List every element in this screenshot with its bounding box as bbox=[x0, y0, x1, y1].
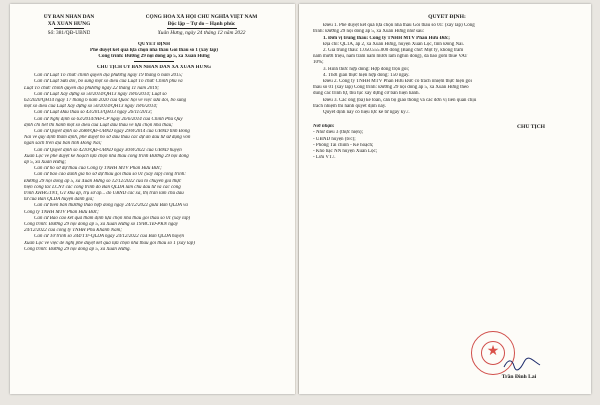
legal-basis-line: định chi tiết thi hành một số điều của Luật đấu thầu về lựa chọn nhà thầu; bbox=[24, 122, 173, 128]
decision-title: QUYẾT ĐỊNH bbox=[138, 41, 170, 47]
authority-heading: CHỦ TỊCH ỦY BAN NHÂN DÂN XÃ XUÂN HƯNG bbox=[97, 65, 211, 70]
winning-price: 2. Giá trúng thầu: 1.050.555.000 đồng (Bằng chữ: Một tỷ, không trăm bbox=[323, 48, 464, 54]
nation-line-2: Độc lập – Tự do – Hạnh phúc bbox=[167, 20, 236, 27]
legal-basis-line: Đường 29 nội đồng ấp 5, xã Xuân Hưng số 12/12/2022 của tổ chuyên gia thực bbox=[24, 178, 182, 184]
legal-basis-list bbox=[24, 73, 284, 253]
legal-basis-line: ngân sách trên địa bàn tỉnh Đồng Nai; bbox=[24, 141, 102, 147]
signer-title: CHỦ TỊCH bbox=[516, 124, 546, 131]
legal-basis-line: Xuân Lộc về phê duyệt kế hoạch lựa chọn nhà thầu công trình Đường 29 nội đồng bbox=[24, 153, 189, 159]
title-underline bbox=[134, 61, 174, 62]
article-3-line: Điều 3. Các ông (bà) kế toán, cán bộ giao thông và các đơn vị liên quan chịu bbox=[323, 97, 477, 103]
document-header bbox=[24, 14, 284, 37]
legal-basis-line: Căn cứ Quyết định số 2688/QĐ-UBND ngày 29/8/2014 của UBND tỉnh Đồng bbox=[34, 129, 190, 135]
legal-basis-line: 62/2020/QH14 ngày 17 tháng 6 năm 2020 của Quốc hội về việc sửa đổi, bổ sung bbox=[24, 98, 187, 104]
bidder-address: Địa chỉ: QL1A, ấp 2, xã Xuân Hưng, huyện Xuân Lộc, tỉnh Đồng Nai. bbox=[323, 41, 465, 47]
legal-basis-line: Công trình: Đường 29 nội đồng ấp 5, xã Xuân Hưng. bbox=[24, 246, 131, 252]
legal-basis-line: Căn cứ Luật Sửa đổi, bổ sung một số điều của Luật Tổ chức Chính phủ và bbox=[34, 79, 183, 85]
star-icon: ★ bbox=[486, 343, 500, 359]
legal-basis-line: Công trình: Đường 29 nội đồng ấp 5, xã Xuân Hưng số 19/BCTĐ-PKN ngày bbox=[24, 222, 178, 228]
decision-heading: QUYẾT ĐỊNH: bbox=[428, 14, 466, 20]
legal-basis-line: Luật Tổ chức chính quyền địa phương ngày 22 tháng 11 năm 2019; bbox=[24, 85, 159, 91]
recipient-item: - Kho bạc NN huyện Xuân Lộc; bbox=[313, 149, 378, 155]
legal-basis-line: Căn cứ Luật Đấu thầu số 43/2013/QH13 ngày 26/11/2013; bbox=[34, 110, 153, 116]
right-page bbox=[299, 4, 591, 394]
recipients-title: Nơi nhận: bbox=[313, 124, 335, 130]
legal-basis-line: tư của Ban QLDA huyện đánh giá; bbox=[24, 197, 94, 203]
legal-basis-line: một số điều của Luật Xây dựng số 50/2014/QH13 ngày 18/6/2014; bbox=[24, 104, 158, 110]
winning-price-line: 10%; bbox=[313, 60, 324, 66]
article-2-line: thầu số 01 (xây lắp) Công trình: Đường 29 nội đồng ấp 5, xã Xuân Hưng theo bbox=[313, 85, 469, 91]
winning-price-line: năm mươi triệu, năm trăm năm mươi lăm nghìn đồng), đã bao gồm thuế VAT bbox=[313, 54, 468, 60]
decision-project: Công trình: Đường 29 nội đồng ấp 5, xã Xuân Hưng bbox=[98, 54, 210, 60]
issuer-line-1: ỦY BAN NHÂN DÂN bbox=[43, 14, 95, 20]
recipient-item: - Lưu VT./. bbox=[313, 155, 336, 161]
legal-basis-line: Căn cứ báo cáo đánh giá hồ sơ dự thầu gói thầu số 01 (xây lắp) công trình: bbox=[34, 172, 186, 178]
contract-duration: 4. Thời gian thực hiện hợp đồng: 150 ngày. bbox=[323, 72, 410, 78]
article-2-line: Điều 2. Công ty TNHH MTV Phan Hữu Đức có trách nhiệm thực hiện gói bbox=[323, 79, 472, 85]
legal-basis-line: Căn cứ Báo cáo kết quả thẩm định lựa chọn nhà thầu gói thầu số 01 (xây lắp) bbox=[34, 215, 191, 221]
article-3-line: trách nhiệm thi hành quyết định này. bbox=[313, 103, 387, 109]
recipient-item: - Phòng Tài chính - Kế hoạch; bbox=[313, 142, 374, 148]
signer-name: Trần Đình Lai bbox=[501, 374, 537, 380]
article-2-line: đúng các trình tự, thủ tục xây dựng cơ bản hiện hành. bbox=[313, 91, 420, 97]
legal-basis-line: Căn cứ biên bản thương thảo hợp đồng ngày 24/12/2022 giữa Ban QLDA và bbox=[34, 203, 188, 209]
legal-basis-line: Công ty TNHH MTV Phan Hữu Đức; bbox=[24, 209, 99, 215]
legal-basis-line: Căn cứ Luật Xây dựng số 50/2014/QH13 ngày 18/6/2014; Luật số bbox=[34, 91, 167, 97]
decision-subject: Phê duyệt kết quả lựa chọn nhà thầu Gói thầu số 1 (xây lắp) bbox=[90, 48, 218, 54]
decision-title-block bbox=[24, 42, 284, 62]
recipients-block bbox=[313, 124, 443, 161]
legal-basis-line: Căn cứ Quyết định số 4210/QĐ-UBND ngày 30/8/2022 của UBND huyện bbox=[34, 147, 182, 153]
article-1-line: Điều 1. Phê duyệt kết quả lựa chọn nhà thầu Gói thầu số 01: (xây lắp) Công bbox=[323, 23, 475, 29]
legal-basis-line: Căn cứ Nghị định số 63/2014/NĐ-CP ngày 26/6/2014 của Chính Phủ Quy bbox=[34, 116, 183, 122]
legal-basis-line: Xuân Lộc về việc đề nghị phê duyệt kết quả lựa chọn nhà thầu gói thầu số 1 (xây lắp) bbox=[24, 240, 195, 246]
footer-block bbox=[313, 124, 581, 161]
handwritten-signature bbox=[502, 356, 542, 372]
issuer-underline bbox=[54, 28, 84, 29]
legal-basis-line: Nai về quy định thẩm định, phê duyệt hồ sơ đấu thầu các dự án đầu tư sử dụng vốn bbox=[24, 135, 191, 141]
nation-line-1: CỘNG HÒA XÃ HỘI CHỦ NGHĨA VIỆT NAM bbox=[145, 14, 258, 20]
recipient-item: - Như điều 3 (thực hiện); bbox=[313, 130, 363, 136]
legal-basis-line: hiện công tác LCNT các công trình do Ban QLDA làm chủ đầu tư và các công bbox=[24, 184, 181, 190]
legal-basis-line: Căn cứ Tờ trình số 344/TTr-QLDA ngày 24/12/2022 của Ban QLDA huyện bbox=[34, 234, 184, 240]
legal-basis-line: 24/12/2022 của công ty TNHH Phú Khánh Nam; bbox=[24, 228, 122, 234]
contract-type: 3. Hình thức hợp đồng: Hợp đồng trọn gói; bbox=[323, 66, 410, 72]
signature-block bbox=[481, 124, 581, 161]
place-date: Xuân Hưng, ngày 24 tháng 12 năm 2022 bbox=[157, 30, 246, 37]
winning-bidder: 1. Đơn vị trúng thầu: Công ty TNHH MTV Phan Hữu Đức; bbox=[323, 35, 450, 41]
effective-clause: Quyết định này có hiệu lực kể từ ngày ký./. bbox=[323, 110, 410, 116]
nation-underline bbox=[167, 28, 237, 29]
legal-basis-line: trình XHHGTNT, GT khu ấp, trụ sở ấp... do UBND các xã, thị trấn làm chủ đầu bbox=[24, 191, 184, 197]
legal-basis-line: ấp 5, xã Xuân Hưng; bbox=[24, 160, 67, 166]
article-1-line: trình: Đường 29 nội đồng ấp 5, xã Xuân Hưng như sau: bbox=[313, 29, 425, 35]
left-page bbox=[10, 4, 295, 394]
legal-basis-line: Căn cứ hồ sơ dự thầu của Công ty TNHH MTV Phan Hữu Đức; bbox=[34, 166, 162, 172]
document-number: Số: 381/QĐ-UBND bbox=[47, 30, 91, 37]
issuer-line-2: XÃ XUÂN HƯNG bbox=[47, 20, 91, 27]
recipient-item: - UBND huyện (b/c); bbox=[313, 136, 356, 142]
decision-body bbox=[313, 23, 581, 116]
legal-basis-line: Căn cứ Luật Tổ chức chính quyền địa phương ngày 19 tháng 6 năm 2015; bbox=[34, 73, 183, 79]
